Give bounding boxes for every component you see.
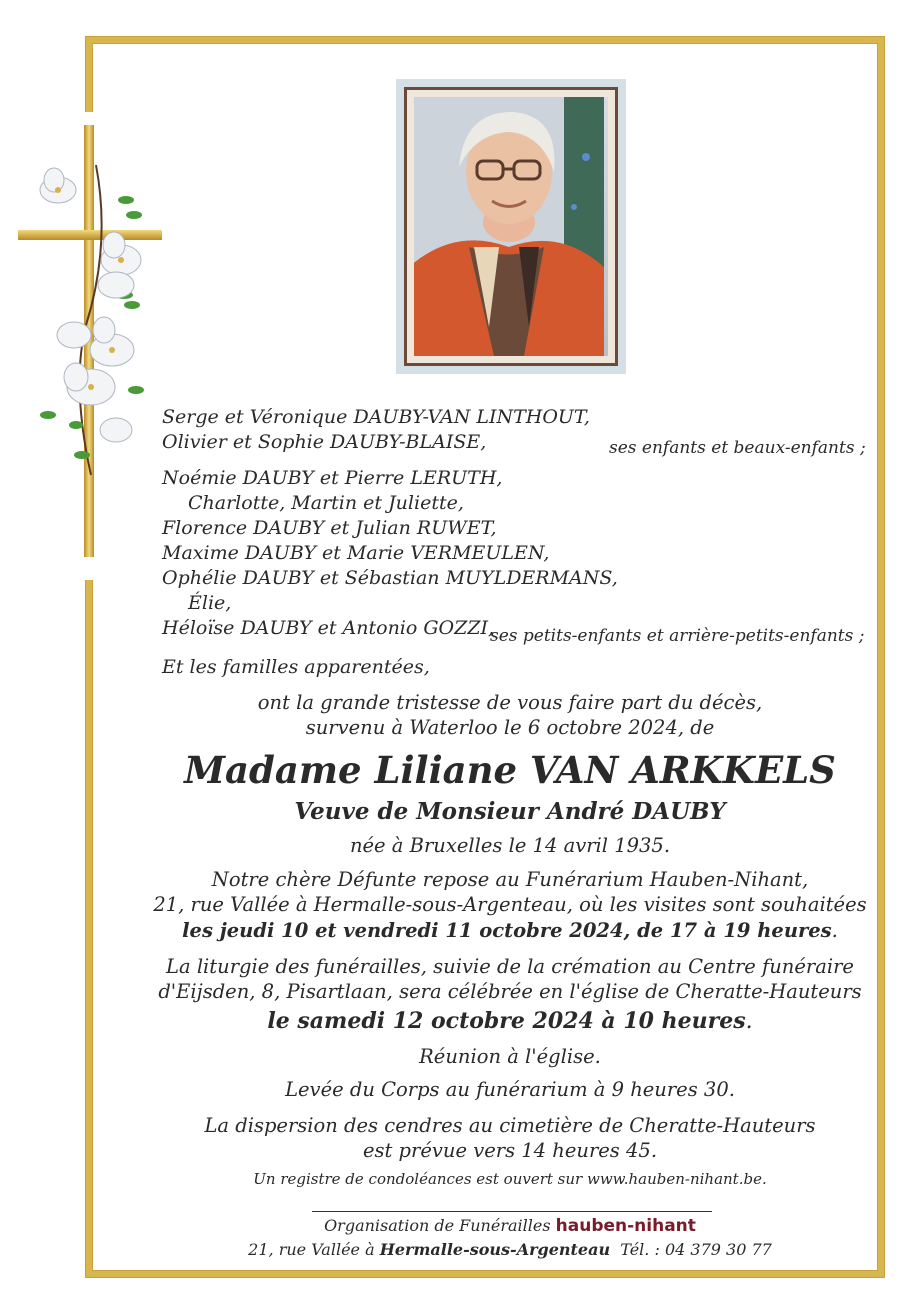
grandchildren-tag: ses petits-enfants et arrière-petits-enfants ; bbox=[490, 626, 865, 646]
grandchild-line-6: Élie, bbox=[188, 592, 232, 614]
meeting-line: Réunion à l'église. bbox=[419, 1045, 601, 1068]
cross-with-magnolias-icon bbox=[16, 125, 166, 565]
widow-line: Veuve de Monsieur André DAUBY bbox=[294, 798, 726, 825]
visits-line-1: Notre chère Défunte repose au Funérarium Hauben-Nihant, bbox=[211, 868, 809, 891]
announcement-line-1: ont la grande tristesse de vous faire part du décès, bbox=[257, 691, 763, 714]
relatives-line: Et les familles apparentées, bbox=[162, 656, 430, 678]
liturgy-date-text: le samedi 12 octobre 2024 à 10 heures bbox=[267, 1008, 746, 1034]
grandchild-line-5: Ophélie DAUBY et Sébastian MUYLDERMANS, bbox=[162, 567, 618, 589]
children-tag: ses enfants et beaux-enfants ; bbox=[609, 438, 866, 458]
visits-dates-text: les jeudi 10 et vendredi 11 octobre 2024, de 17 à 19 heures bbox=[182, 919, 832, 942]
visits-dates: les jeudi 10 et vendredi 11 octobre 2024, de 17 à 19 heures. bbox=[182, 919, 838, 942]
portrait-frame bbox=[396, 79, 626, 374]
levee-line: Levée du Corps au funérarium à 9 heures 30. bbox=[285, 1078, 735, 1101]
grandchild-line-3: Florence DAUBY et Julian RUWET, bbox=[162, 517, 497, 539]
footer-divider bbox=[312, 1211, 712, 1212]
liturgy-line-2: d'Eijsden, 8, Pisartlaan, sera célébrée en l'église de Cheratte-Hauteurs bbox=[158, 980, 862, 1003]
dispersion-line-2: est prévue vers 14 heures 45. bbox=[362, 1139, 658, 1162]
register-line: Un registre de condoléances est ouvert sur www.hauben-nihant.be. bbox=[253, 1170, 767, 1188]
portrait-illustration bbox=[414, 97, 604, 356]
brand-logo: hauben-nihant bbox=[555, 1216, 696, 1236]
grandchild-line-4: Maxime DAUBY et Marie VERMEULEN, bbox=[162, 542, 550, 564]
visits-line-2: 21, rue Vallée à Hermalle-sous-Argenteau, où les visites sont souhaitées bbox=[153, 893, 867, 916]
dispersion-line-1: La dispersion des cendres au cimetière de Cheratte-Hauteurs bbox=[204, 1114, 816, 1137]
portrait-photo bbox=[414, 97, 608, 356]
grandchild-line-1: Noémie DAUBY et Pierre LERUTH, bbox=[162, 467, 503, 489]
grandchild-line-7: Héloïse DAUBY et Antonio GOZZI, bbox=[162, 617, 495, 639]
announcement-line-2: survenu à Waterloo le 6 octobre 2024, de bbox=[305, 716, 715, 739]
birth-line: née à Bruxelles le 14 avril 1935. bbox=[349, 834, 671, 857]
footer-address: 21, rue Vallée à Hermalle-sous-Argenteau Tél. : 04 379 30 77 bbox=[248, 1240, 772, 1259]
children-line-1: Serge et Véronique DAUBY-VAN LINTHOUT, bbox=[162, 406, 590, 428]
footer-phone: Tél. : 04 379 30 77 bbox=[620, 1240, 772, 1259]
footer-organisation: Organisation de Funérailles hauben-nihant bbox=[324, 1216, 696, 1236]
deceased-name: Madame Liliane VAN ARKKELS bbox=[184, 748, 836, 792]
grandchild-line-2: Charlotte, Martin et Juliette, bbox=[188, 492, 464, 514]
liturgy-date: le samedi 12 octobre 2024 à 10 heures. bbox=[267, 1008, 753, 1034]
children-line-2: Olivier et Sophie DAUBY-BLAISE, bbox=[162, 431, 487, 453]
liturgy-line-1: La liturgie des funérailles, suivie de la crémation au Centre funéraire bbox=[166, 955, 854, 978]
